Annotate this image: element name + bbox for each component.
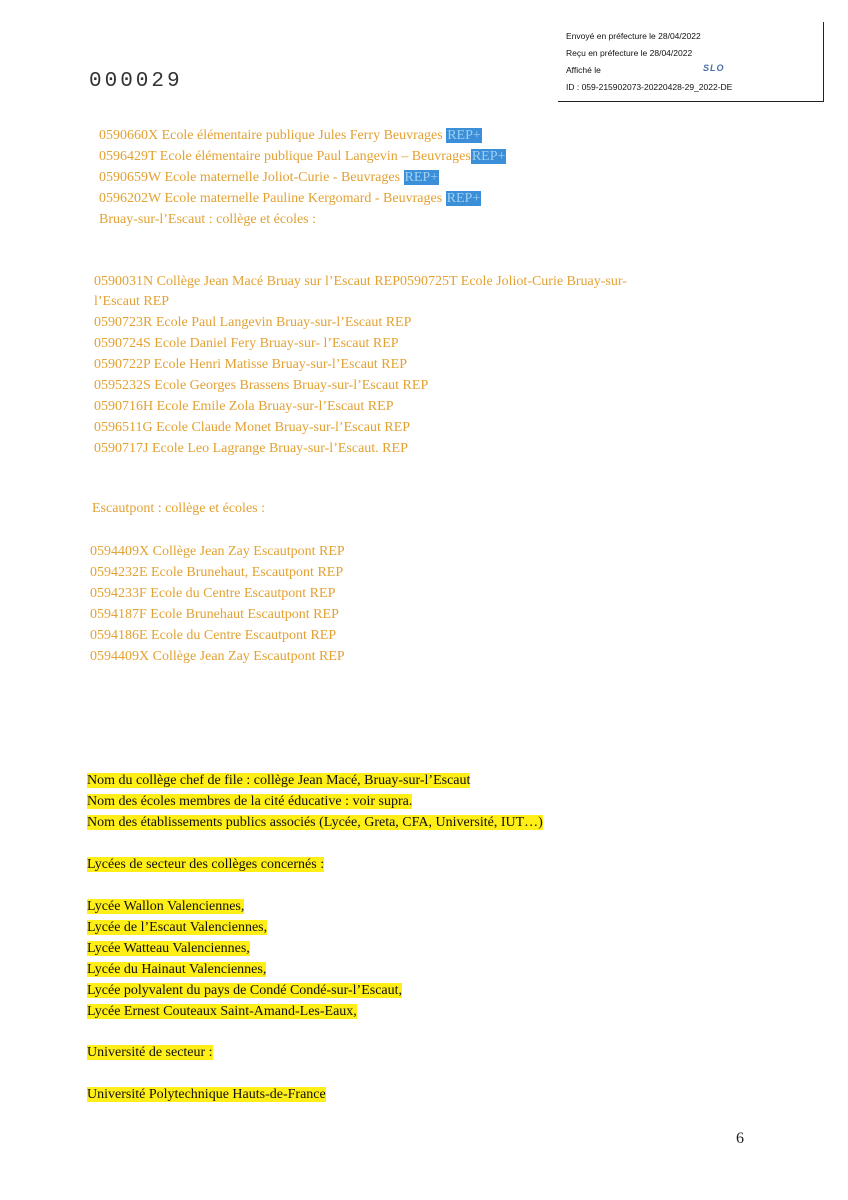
list-item: 0590031N Collège Jean Macé Bruay sur l’Escaut REP0590725T Ecole Joliot-Curie Bruay-sur-: [94, 274, 627, 289]
list-item: 0590723R Ecole Paul Langevin Bruay-sur-l’Escaut REP: [94, 315, 412, 330]
chef-de-file-line: Nom du collège chef de file : collège Jean Macé, Bruay-sur-l’Escaut: [87, 773, 471, 788]
list-item: 0590717J Ecole Leo Lagrange Bruay-sur-l’Escaut. REP: [94, 441, 408, 456]
prefecture-stamp: [558, 22, 824, 102]
list-item: 0594187F Ecole Brunehaut Escautpont REP: [90, 607, 339, 622]
list-item: 0596429T Ecole élémentaire publique Paul Langevin – BeuvragesREP+: [99, 149, 506, 164]
rep-plus-tag: REP+: [404, 170, 439, 185]
list-item: 0590722P Ecole Henri Matisse Bruay-sur-l’Escaut REP: [94, 357, 407, 372]
universite-item: Université Polytechnique Hauts-de-France: [87, 1087, 326, 1102]
list-item: 0594186E Ecole du Centre Escautpont REP: [90, 628, 337, 643]
lycee-item: Lycée du Hainaut Valenciennes,: [87, 962, 267, 977]
list-item: 0594409X Collège Jean Zay Escautpont REP: [90, 544, 345, 559]
ecoles-membres-line: Nom des écoles membres de la cité éducative : voir supra.: [87, 794, 413, 809]
list-item: 0594233F Ecole du Centre Escautpont REP: [90, 586, 336, 601]
document-number: 000029: [89, 70, 183, 93]
list-item: 0596511G Ecole Claude Monet Bruay-sur-l’Escaut REP: [94, 420, 411, 435]
stamp-received-date: Reçu en préfecture le 28/04/2022: [566, 48, 693, 58]
lycee-item: Lycée Ernest Couteaux Saint-Amand-Les-Eaux,: [87, 1004, 357, 1019]
rep-plus-tag: REP+: [446, 191, 481, 206]
list-item: 0594232E Ecole Brunehaut, Escautpont REP: [90, 565, 344, 580]
section-heading: Escautpont : collège et écoles :: [92, 501, 265, 516]
list-item: 0590716H Ecole Emile Zola Bruay-sur-l’Escaut REP: [94, 399, 394, 414]
section-heading: Bruay-sur-l’Escaut : collège et écoles :: [99, 212, 317, 227]
page-number: 6: [736, 1130, 744, 1147]
lycees-heading: Lycées de secteur des collèges concernés :: [87, 857, 325, 872]
list-item: 0594409X Collège Jean Zay Escautpont REP: [90, 649, 345, 664]
stamp-posted: Affiché le: [566, 65, 601, 75]
list-item: 0595232S Ecole Georges Brassens Bruay-sur-l’Escaut REP: [94, 378, 429, 393]
lycee-item: Lycée polyvalent du pays de Condé Condé-sur-l’Escaut,: [87, 983, 403, 998]
stamp-id: ID : 059-215902073-20220428-29_2022-DE: [566, 82, 733, 92]
universite-heading: Université de secteur :: [87, 1045, 213, 1060]
list-item: 0590659W Ecole maternelle Joliot-Curie - Beuvrages REP+: [99, 170, 439, 185]
stamp-sent-date: Envoyé en préfecture le 28/04/2022: [566, 31, 701, 41]
etablissements-line: Nom des établissements publics associés (Lycée, Greta, CFA, Université, IUT…): [87, 815, 543, 830]
rep-plus-tag: REP+: [471, 149, 506, 164]
list-item-continuation: l’Escaut REP: [94, 294, 170, 309]
slow-logo: SLO: [703, 63, 725, 73]
list-item: 0590660X Ecole élémentaire publique Jules Ferry Beuvrages REP+: [99, 128, 481, 143]
lycee-item: Lycée de l’Escaut Valenciennes,: [87, 920, 268, 935]
lycee-item: Lycée Watteau Valenciennes,: [87, 941, 250, 956]
list-item: 0590724S Ecole Daniel Fery Bruay-sur- l’Escaut REP: [94, 336, 399, 351]
rep-plus-tag: REP+: [447, 128, 481, 143]
lycee-item: Lycée Wallon Valenciennes,: [87, 899, 245, 914]
list-item: 0596202W Ecole maternelle Pauline Kergomard - Beuvrages REP+: [99, 191, 481, 206]
